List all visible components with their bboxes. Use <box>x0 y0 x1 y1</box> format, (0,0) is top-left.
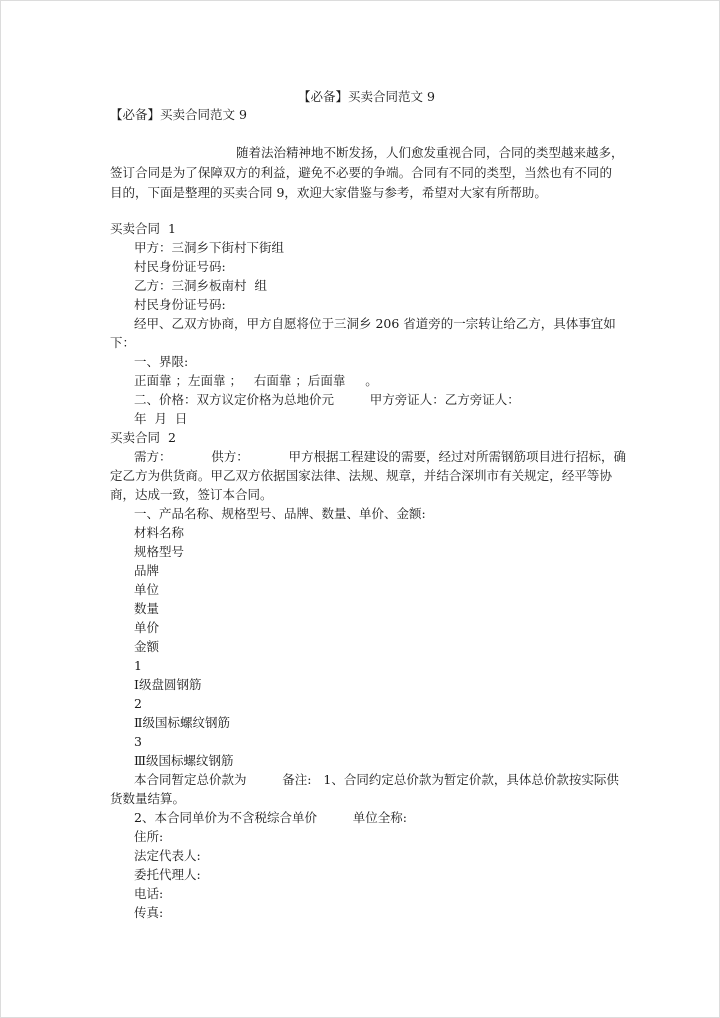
contract-2-line: 单位 <box>134 582 160 597</box>
intro-line: 签订合同是为了保障双方的利益，避免不必要的争端。合同有不同的类型，当然也有不同的 <box>110 165 612 180</box>
contract-2-line: 委托代理人: <box>134 867 201 882</box>
contract-1-line: 下： <box>110 335 136 350</box>
contract-2-line: Ⅲ级国标螺纹钢筋 <box>134 753 234 768</box>
intro-line: 目的，下面是整理的买卖合同 9，欢迎大家借鉴与参考，希望对大家有所帮助。 <box>110 185 547 200</box>
contract-2-line: 1 <box>134 658 142 673</box>
document-subtitle: 【必备】买卖合同范文 9 <box>110 107 247 122</box>
document-title: 【必备】买卖合同范文 9 <box>298 89 435 104</box>
contract-2-line: Ⅱ级国标螺纹钢筋 <box>134 715 230 730</box>
intro-line: 随着法治精神地不断发扬，人们愈发重视合同，合同的类型越来越多， <box>236 145 624 160</box>
contract-2-line: 商，达成一致，签订本合同。 <box>110 487 273 502</box>
contract-1-line: 正面靠 ；左面靠 ； 右面靠 ；后面靠 。 <box>134 373 378 388</box>
contract-2-line: 规格型号 <box>134 544 185 559</box>
contract-2-line: 2、本合同单价为不含税综合单价 单位全称: <box>134 810 407 825</box>
contract-1-line: 一、界限: <box>134 354 189 369</box>
contract-2-line: 住所: <box>134 829 164 844</box>
contract-1-line: 村民身份证号码: <box>134 259 226 274</box>
contract-2-line: 材料名称 <box>134 525 185 540</box>
contract-1-line: 乙方：三洞乡板南村 组 <box>134 278 267 293</box>
contract-2-line: 金额 <box>134 639 160 654</box>
contract-2-line: 品牌 <box>134 563 160 578</box>
contract-2-line: 2 <box>134 696 142 711</box>
contract-2-line: 法定代表人: <box>134 848 201 863</box>
contract-2-line: 货数量结算。 <box>110 791 186 806</box>
contract-2-line: 传真: <box>134 905 164 920</box>
contract-2-heading: 买卖合同 2 <box>110 430 176 445</box>
contract-1-line: 二、价格：双方议定价格为总地价元 甲方旁证人：乙方旁证人： <box>134 392 520 407</box>
contract-2-line: 本合同暂定总价款为 备注: 1、合同约定总价款为暂定价款，具体总价款按实际供 <box>134 772 619 787</box>
contract-1-heading: 买卖合同 1 <box>110 221 176 236</box>
contract-2-line: 需方： 供方： 甲方根据工程建设的需要，经过对所需钢筋项目进行招标，确 <box>134 449 626 464</box>
contract-2-line: 单价 <box>134 620 160 635</box>
contract-1-line: 甲方：三洞乡下街村下街组 <box>134 240 285 255</box>
contract-2-line: 3 <box>134 734 142 749</box>
contract-1-line: 年 月 日 <box>134 411 188 426</box>
contract-2-line: Ⅰ级盘圆钢筋 <box>134 677 202 692</box>
contract-2-line: 一、产品名称、规格型号、品牌、数量、单价、金额: <box>134 506 426 521</box>
contract-2-line: 数量 <box>134 601 160 616</box>
contract-1-line: 村民身份证号码: <box>134 297 226 312</box>
contract-2-line: 电话: <box>134 886 164 901</box>
contract-1-line: 经甲、乙双方协商，甲方自愿将位于三洞乡 206 省道旁的一宗转让给乙方，具体事宜如 <box>134 316 616 331</box>
contract-2-line: 定乙方为供货商。甲乙双方依据国家法律、法规、规章，并结合深圳市有关规定，经平等协 <box>110 468 612 483</box>
